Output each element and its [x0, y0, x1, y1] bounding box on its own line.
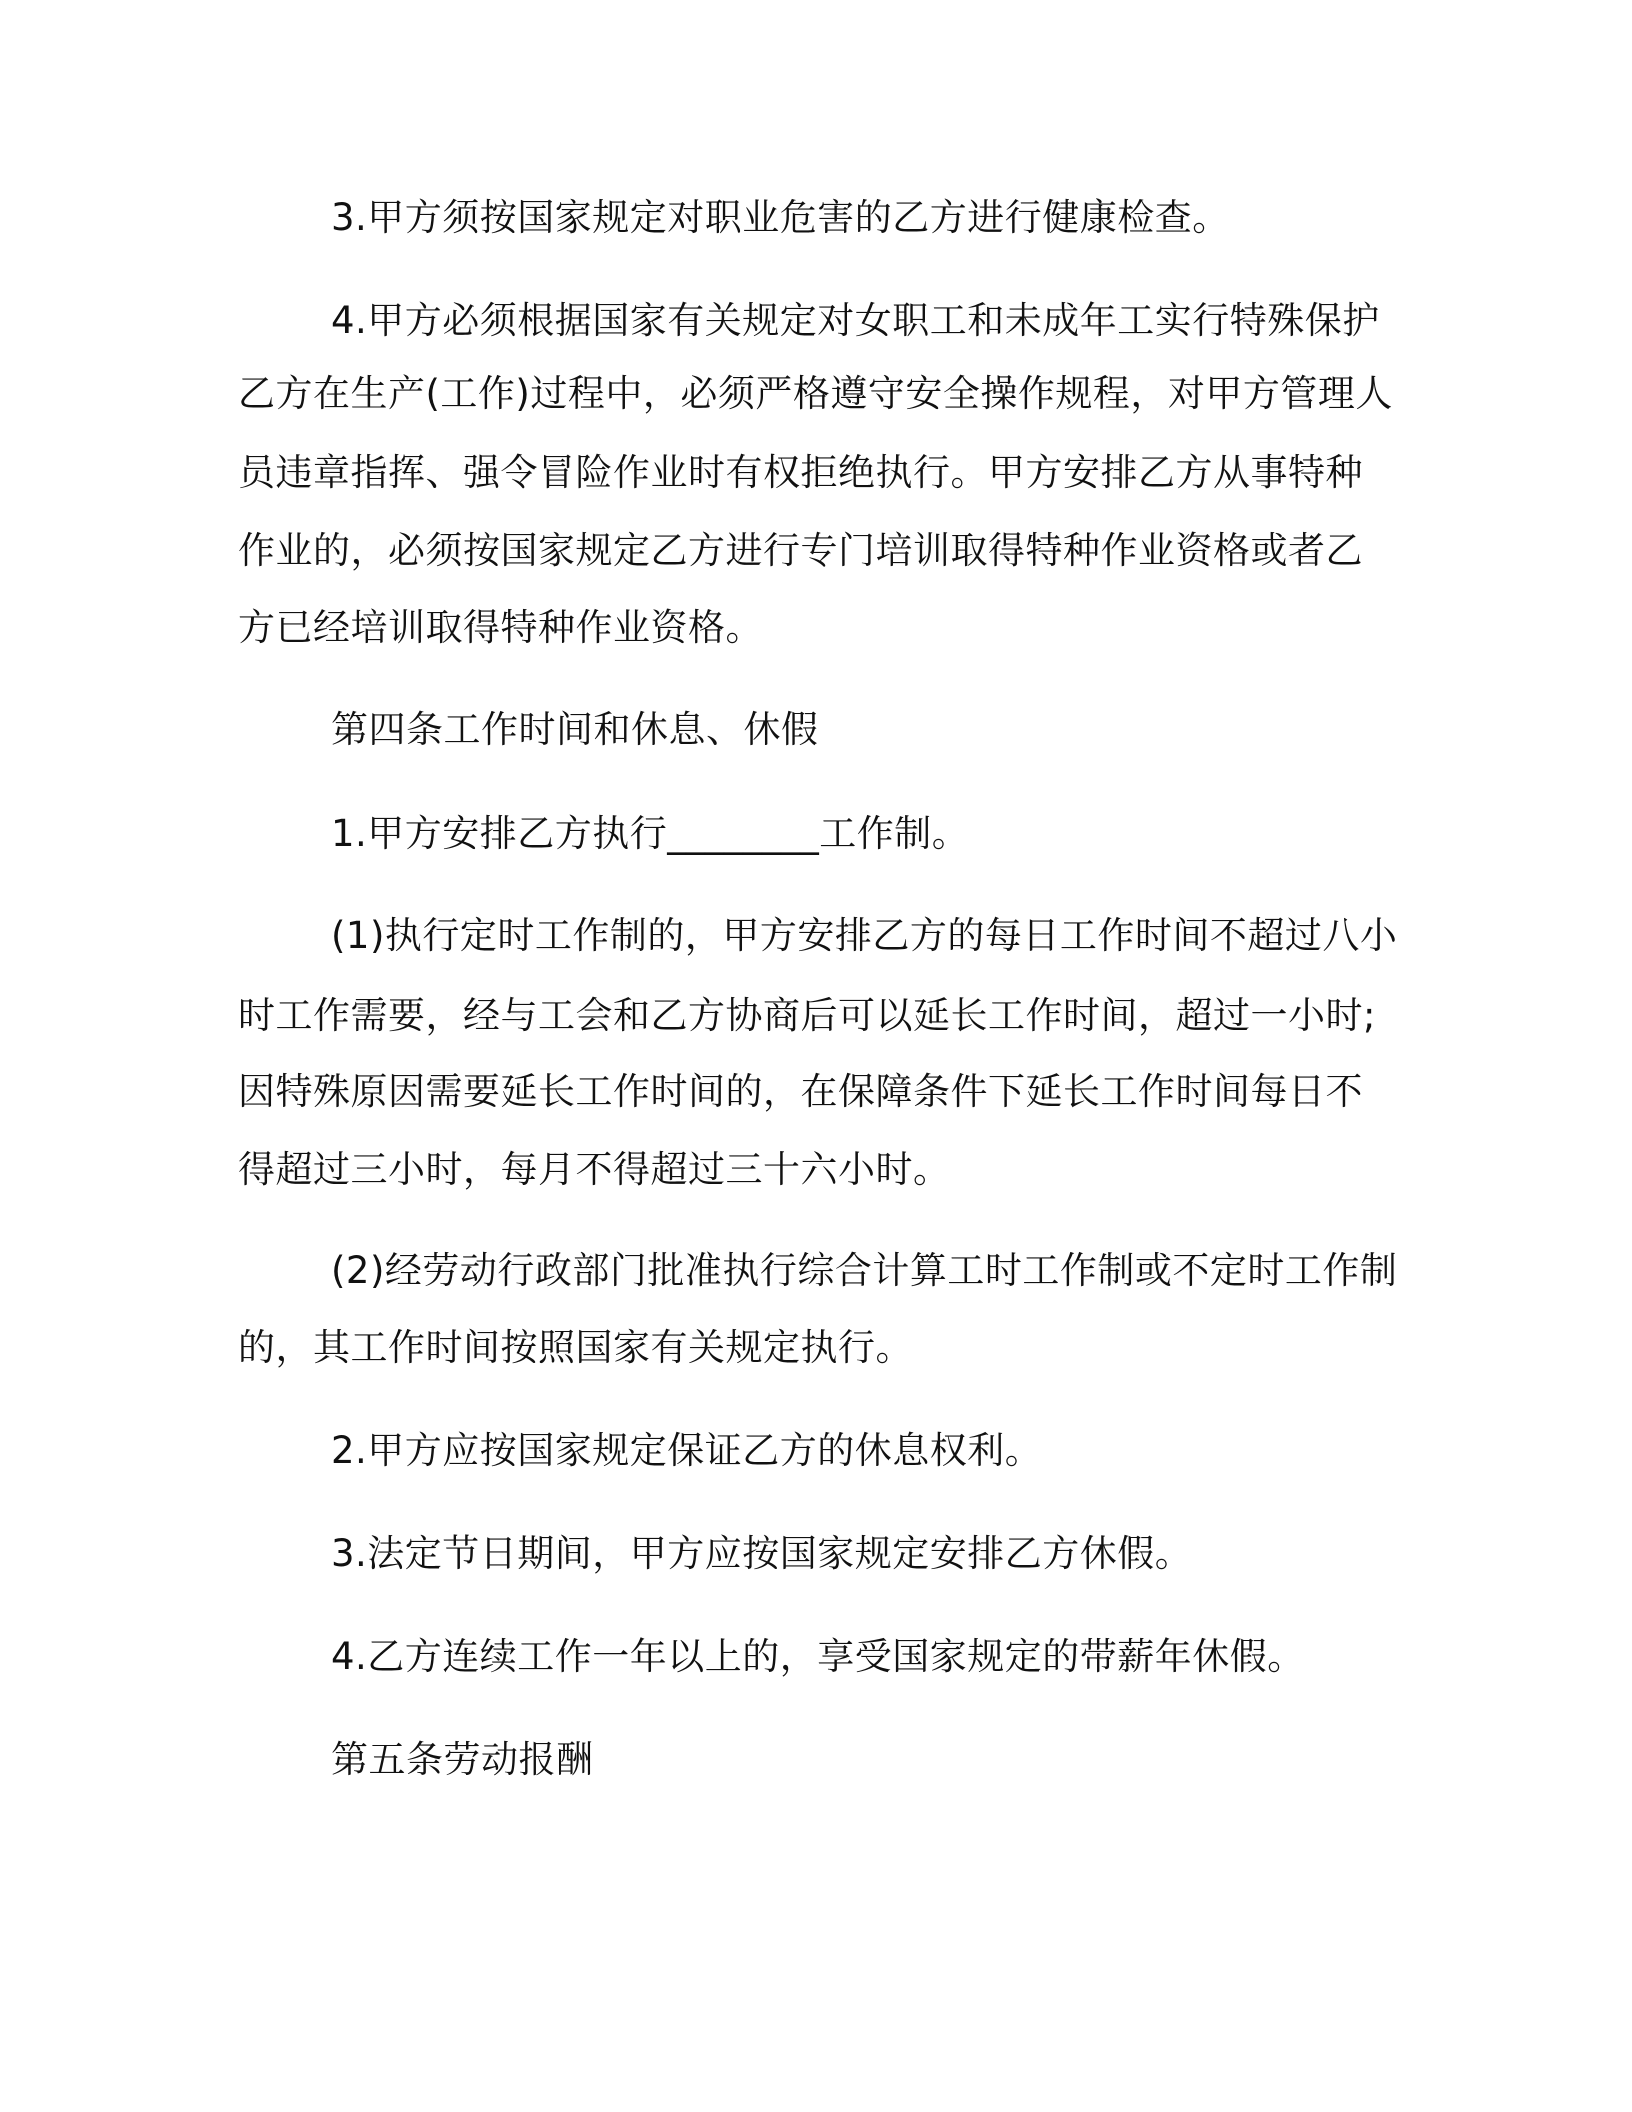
paragraph-line: (1)执行定时工作制的，甲方安排乙方的每日工作时间不超过八小: [331, 914, 1398, 957]
paragraph-line: 的，其工作时间按照国家有关规定执行。: [238, 1326, 913, 1369]
paragraph-line: 员违章指挥、强令冒险作业时有权拒绝执行。甲方安排乙方从事特种: [238, 451, 1363, 494]
paragraph-line: 2.甲方应按国家规定保证乙方的休息权利。: [331, 1429, 1043, 1472]
section-heading: 第四条工作时间和休息、休假: [331, 708, 819, 751]
paragraph-line: 方已经培训取得特种作业资格。: [238, 606, 763, 649]
paragraph-line: 3.甲方须按国家规定对职业危害的乙方进行健康检查。: [331, 196, 1230, 239]
paragraph-line: 得超过三小时，每月不得超过三十六小时。: [238, 1148, 951, 1191]
paragraph-line: 4.乙方连续工作一年以上的，享受国家规定的带薪年休假。: [331, 1635, 1305, 1678]
paragraph-line: (2)经劳动行政部门批准执行综合计算工时工作制或不定时工作制: [331, 1249, 1398, 1292]
paragraph-line: 3.法定节日期间，甲方应按国家规定安排乙方休假。: [331, 1532, 1193, 1575]
paragraph-line: 1.甲方安排乙方执行________工作制。: [331, 812, 970, 855]
paragraph-line: 因特殊原因需要延长工作时间的，在保障条件下延长工作时间每日不: [238, 1070, 1363, 1113]
paragraph-line: 时工作需要，经与工会和乙方协商后可以延长工作时间，超过一小时;: [238, 994, 1376, 1037]
paragraph-line: 作业的，必须按国家规定乙方进行专门培训取得特种作业资格或者乙: [238, 529, 1363, 572]
paragraph-line: 4.甲方必须根据国家有关规定对女职工和未成年工实行特殊保护: [331, 299, 1380, 342]
section-heading: 第五条劳动报酬: [331, 1738, 594, 1781]
paragraph-line: 乙方在生产(工作)过程中，必须严格遵守安全操作规程，对甲方管理人: [238, 372, 1393, 415]
